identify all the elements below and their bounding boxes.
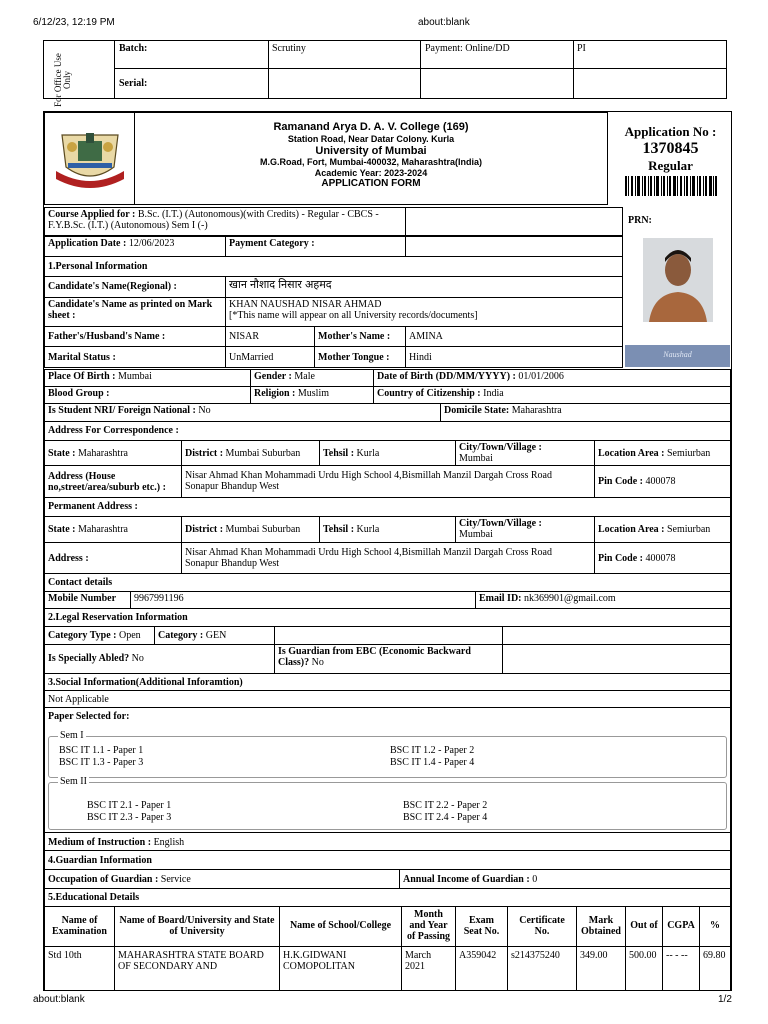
application-date-label: Application Date : (48, 238, 127, 249)
sem2-fieldset (48, 776, 727, 830)
edu-header-school: Name of School/College (289, 920, 392, 931)
corr-district-label: District : (185, 448, 224, 459)
perm-address-label-cell (44, 542, 182, 574)
domicile-label: Domicile State: (444, 405, 510, 416)
guardian-income-label: Annual Income of Guardian : (403, 874, 530, 885)
regional-name-value: खान नौशाद निसार अहमद (225, 276, 623, 298)
mobile-label-cell (44, 591, 131, 609)
edu-row-board: MAHARASHTRA STATE BOARD OF SECONDARY AND (114, 946, 280, 991)
category-type-cell (44, 626, 155, 645)
citizenship-label: Country of Citizenship : (377, 388, 481, 399)
papers-heading: Paper Selected for: (48, 711, 130, 722)
sem1-paper-2: BSC IT 1.2 - Paper 2 (390, 745, 475, 756)
sem2-legend: Sem II (60, 776, 87, 787)
section-legal: 2.Legal Reservation Information (44, 608, 731, 627)
perm-address-line1: Nisar Ahmad Khan Mohammadi Urdu High School 4,Bismillah Manzil Dargah Cross Road (185, 547, 552, 558)
corr-district-cell (181, 440, 320, 466)
office-use-label: For Office Use Only (53, 53, 72, 107)
perm-tehsil-value: Kurla (356, 524, 380, 535)
print-page-number: 1/2 (718, 994, 732, 1005)
mother-tongue-value: Hindi (405, 346, 623, 368)
birth-place-value: Mumbai (117, 371, 152, 382)
course-value: B.Sc. (I.T.) (Autonomous)(with Credits) - Regular - CBCS - (137, 209, 379, 220)
perm-city-label: City/Town/Village : (459, 518, 542, 529)
perm-pin-label: Pin Code : (598, 553, 643, 564)
application-number-label: Application No : (624, 124, 717, 139)
gender-value: Male (294, 371, 315, 382)
specially-abled-label: Is Specially Abled? (48, 653, 130, 664)
section-address-correspondence: Address For Correspondence : (44, 421, 731, 441)
university-address: M.G.Road, Fort, Mumbai-400032, Maharashtra(India) (259, 157, 483, 167)
college-address: Station Road, Near Datar Colony. Kurla (287, 134, 455, 144)
corr-address-line1: Nisar Ahmad Khan Mohammadi Urdu High School 4,Bismillah Manzil Dargah Cross Road (185, 470, 552, 481)
ebc-label: Is Guardian from EBC (Economic Backward Class)? (278, 646, 471, 668)
batch-label: Batch: (119, 43, 148, 54)
mother-name-label: Mother's Name : (318, 331, 391, 342)
perm-location-value: Semiurban (666, 524, 711, 535)
marital-status-cell (44, 346, 226, 368)
corr-location-cell (594, 440, 731, 466)
edu-header-passing: Month and Year of Passing (406, 909, 451, 942)
domicile-cell (440, 403, 731, 422)
perm-address-cell (181, 542, 595, 574)
perm-tehsil-cell (319, 516, 456, 543)
specially-abled-value: No (131, 653, 144, 664)
sem1-fieldset (48, 730, 727, 778)
corr-location-value: Semiurban (666, 448, 711, 459)
marksheet-name-value: KHAN NAUSHAD NISAR AHMAD (229, 299, 382, 310)
medium-cell (44, 832, 731, 851)
guardian-income-value: 0 (532, 874, 538, 885)
corr-location-label: Location Area : (598, 448, 665, 459)
form-title: APPLICATION FORM (321, 178, 421, 189)
perm-district-value: Mumbai Suburban (225, 524, 301, 535)
medium-value: English (153, 837, 185, 848)
perm-state-value: Maharashtra (78, 524, 128, 535)
perm-city-value: Mumbai (459, 529, 493, 540)
payment-label: Payment: Online/DD (425, 43, 510, 54)
logo-cell (44, 112, 135, 205)
payment-category-value-cell (405, 236, 623, 257)
corr-house-cell (44, 465, 182, 498)
regional-name-label: Candidate's Name(Regional) : (48, 281, 177, 292)
prn-label: PRN: (628, 215, 652, 226)
corr-pin-value: 400078 (645, 476, 676, 487)
pi-label: PI (577, 43, 586, 54)
legal-empty-2 (502, 626, 731, 645)
corr-address-cell (181, 465, 595, 498)
corr-state-value: Maharashtra (78, 448, 128, 459)
religion-cell (250, 386, 374, 404)
corr-tehsil-label: Tehsil : (323, 448, 355, 459)
sem2-paper-1: BSC IT 2.1 - Paper 1 (87, 800, 172, 811)
barcode-icon (625, 176, 717, 196)
signature-text: Naushad (663, 350, 692, 359)
dob-cell (373, 369, 731, 387)
religion-label: Religion : (254, 388, 296, 399)
mother-name-cell (314, 326, 406, 347)
sem1-paper-3: BSC IT 1.3 - Paper 3 (59, 757, 144, 768)
person-photo-icon (643, 238, 713, 322)
mobile-label: Mobile Number (48, 593, 117, 604)
dob-label: Date of Birth (DD/MM/YYYY) : (377, 371, 516, 382)
application-form (43, 111, 732, 991)
edu-header-seat: Exam Seat No. (463, 915, 500, 937)
section-guardian: 4.Guardian Information (44, 850, 731, 870)
edu-row-cgpa: -- - -- (662, 946, 700, 991)
guardian-occupation-label: Occupation of Guardian : (48, 874, 159, 885)
scrutiny-label: Scrutiny (272, 43, 306, 54)
corr-state-label: State : (48, 448, 76, 459)
edu-row-outof: 500.00 (625, 946, 663, 991)
specially-abled-cell (44, 644, 275, 674)
application-date-value: 12/06/2023 (128, 238, 175, 249)
father-name-label: Father's/Husband's Name : (48, 331, 166, 342)
perm-location-cell (594, 516, 731, 543)
edu-row-passing: March 2021 (401, 946, 456, 991)
medium-label: Medium of Instruction : (48, 837, 152, 848)
regional-name-cell (44, 276, 226, 298)
email-cell (475, 591, 731, 609)
edu-header-exam: Name of Examination (51, 915, 107, 937)
religion-value: Muslim (297, 388, 330, 399)
sem1-paper-1: BSC IT 1.1 - Paper 1 (59, 745, 144, 756)
nri-label: Is Student NRI/ Foreign National : (48, 405, 196, 416)
section-social: 3.Social Information(Additional Inforamtion) (44, 673, 731, 691)
category-value: GEN (205, 630, 227, 641)
gender-label: Gender : (254, 371, 292, 382)
course-label: Course Applied for : (48, 209, 136, 220)
perm-state-label: State : (48, 524, 76, 535)
mother-tongue-label: Mother Tongue : (318, 352, 390, 363)
nri-cell (44, 403, 441, 422)
perm-city-cell (455, 516, 595, 543)
academic-year: Academic Year: 2023-2024 (314, 168, 428, 178)
corr-tehsil-value: Kurla (356, 448, 380, 459)
corr-house-label: Address (House no,street/area/suburb etc.) : (48, 471, 166, 493)
signature-image (625, 345, 730, 367)
category-type-value: Open (119, 630, 141, 641)
legal-empty-3 (502, 644, 731, 674)
mother-tongue-cell (314, 346, 406, 368)
category-label: Category : (158, 630, 204, 641)
ebc-cell (274, 644, 503, 674)
mobile-value: 9967991196 (130, 591, 476, 609)
corr-pin-cell (594, 465, 731, 498)
corr-pin-label: Pin Code : (598, 476, 643, 487)
marksheet-name-cell (44, 297, 226, 327)
ebc-value: No (311, 657, 324, 668)
university-name: University of Mumbai (315, 145, 427, 157)
dob-value: 01/01/2006 (518, 371, 564, 382)
papers-section (44, 707, 731, 833)
edu-header-board: Name of Board/University and State of University (119, 915, 275, 937)
sem2-paper-2: BSC IT 2.2 - Paper 2 (403, 800, 488, 811)
marital-status-value: UnMarried (225, 346, 315, 368)
section-contact: Contact details (44, 573, 731, 592)
corr-state-cell (44, 440, 182, 466)
guardian-occupation-cell (44, 869, 400, 889)
perm-tehsil-label: Tehsil : (323, 524, 355, 535)
university-seal-icon (52, 127, 128, 193)
office-use-table (43, 40, 727, 107)
application-number: 1370845 (642, 140, 699, 157)
category-type-label: Category Type : (48, 630, 117, 641)
edu-header-marks: Mark Obtained (580, 915, 621, 937)
edu-row-exam: Std 10th (44, 946, 115, 991)
serial-label: Serial: (119, 78, 148, 89)
section-education: 5.Educational Details (44, 888, 731, 907)
edu-row-certificate: s214375240 (507, 946, 577, 991)
college-header (134, 112, 608, 205)
email-value: nk369901@gmail.com (524, 593, 616, 604)
marksheet-name-value-cell (225, 297, 623, 327)
birth-place-label: Place Of Birth : (48, 371, 116, 382)
print-footer-url: about:blank (33, 994, 85, 1005)
marksheet-note: [*This name will appear on all University records/documents] (229, 310, 478, 321)
edu-header-outof: Out of (630, 920, 658, 931)
edu-row-seat: A359042 (455, 946, 508, 991)
father-name-value: NISAR (225, 326, 315, 347)
perm-address-line2: Sonapur Bhandup West (185, 558, 280, 569)
application-type: Regular (648, 158, 693, 173)
blood-group-cell (44, 386, 251, 404)
corr-city-cell (455, 440, 595, 466)
corr-address-line2: Sonapur Bhandup West (185, 481, 280, 492)
section-personal: 1.Personal Information (44, 256, 623, 277)
guardian-occupation-value: Service (160, 874, 191, 885)
print-timestamp: 6/12/23, 12:19 PM (33, 17, 115, 28)
print-title: about:blank (418, 17, 470, 28)
course-cell (44, 207, 406, 236)
edu-header-percent: % (710, 920, 720, 931)
edu-row-school: H.K.GIDWANI COMOPOLITAN (279, 946, 402, 991)
sem2-paper-4: BSC IT 2.4 - Paper 4 (403, 812, 488, 823)
email-label: Email ID: (479, 593, 522, 604)
marksheet-name-label: Candidate's Name as printed on Mark sheet : (48, 299, 213, 321)
sem1-paper-4: BSC IT 1.4 - Paper 4 (390, 757, 475, 768)
perm-address-label: Address : (48, 553, 89, 564)
payment-category-cell (225, 236, 406, 257)
perm-state-cell (44, 516, 182, 543)
course-value-2: F.Y.B.Sc. (I.T.) (Autonomous) Sem I (-) (48, 220, 208, 231)
blood-group-label: Blood Group : (48, 388, 110, 399)
legal-empty-1 (274, 626, 503, 645)
edu-row-percent: 69.80 (699, 946, 731, 991)
mother-name-value: AMINA (405, 326, 623, 347)
gender-cell (250, 369, 374, 387)
sem1-legend: Sem I (60, 730, 84, 741)
perm-district-cell (181, 516, 320, 543)
citizenship-value: India (483, 388, 504, 399)
corr-district-value: Mumbai Suburban (225, 448, 301, 459)
application-number-block (610, 124, 731, 199)
application-date-cell (44, 236, 226, 257)
corr-city-label: City/Town/Village : (459, 442, 542, 453)
corr-tehsil-cell (319, 440, 456, 466)
guardian-income-cell (399, 869, 731, 889)
social-value: Not Applicable (44, 690, 731, 708)
edu-header-cgpa: CGPA (667, 920, 695, 931)
citizenship-cell (373, 386, 731, 404)
college-name: Ramanand Arya D. A. V. College (169) (273, 121, 469, 133)
course-empty-cell (405, 207, 623, 236)
payment-category-label: Payment Category : (229, 238, 315, 249)
sem2-paper-3: BSC IT 2.3 - Paper 3 (87, 812, 172, 823)
category-cell (154, 626, 275, 645)
edu-header-certificate: Certificate No. (519, 915, 565, 937)
perm-pin-cell (594, 542, 731, 574)
perm-location-label: Location Area : (598, 524, 665, 535)
father-name-cell (44, 326, 226, 347)
perm-pin-value: 400078 (645, 553, 676, 564)
domicile-value: Maharashtra (511, 405, 562, 416)
birth-place-cell (44, 369, 251, 387)
nri-value: No (198, 405, 211, 416)
corr-city-value: Mumbai (459, 453, 493, 464)
candidate-photo (643, 238, 713, 322)
perm-district-label: District : (185, 524, 224, 535)
section-permanent-address: Permanent Address : (44, 497, 731, 517)
edu-row-marks: 349.00 (576, 946, 626, 991)
marital-status-label: Marital Status : (48, 352, 116, 363)
